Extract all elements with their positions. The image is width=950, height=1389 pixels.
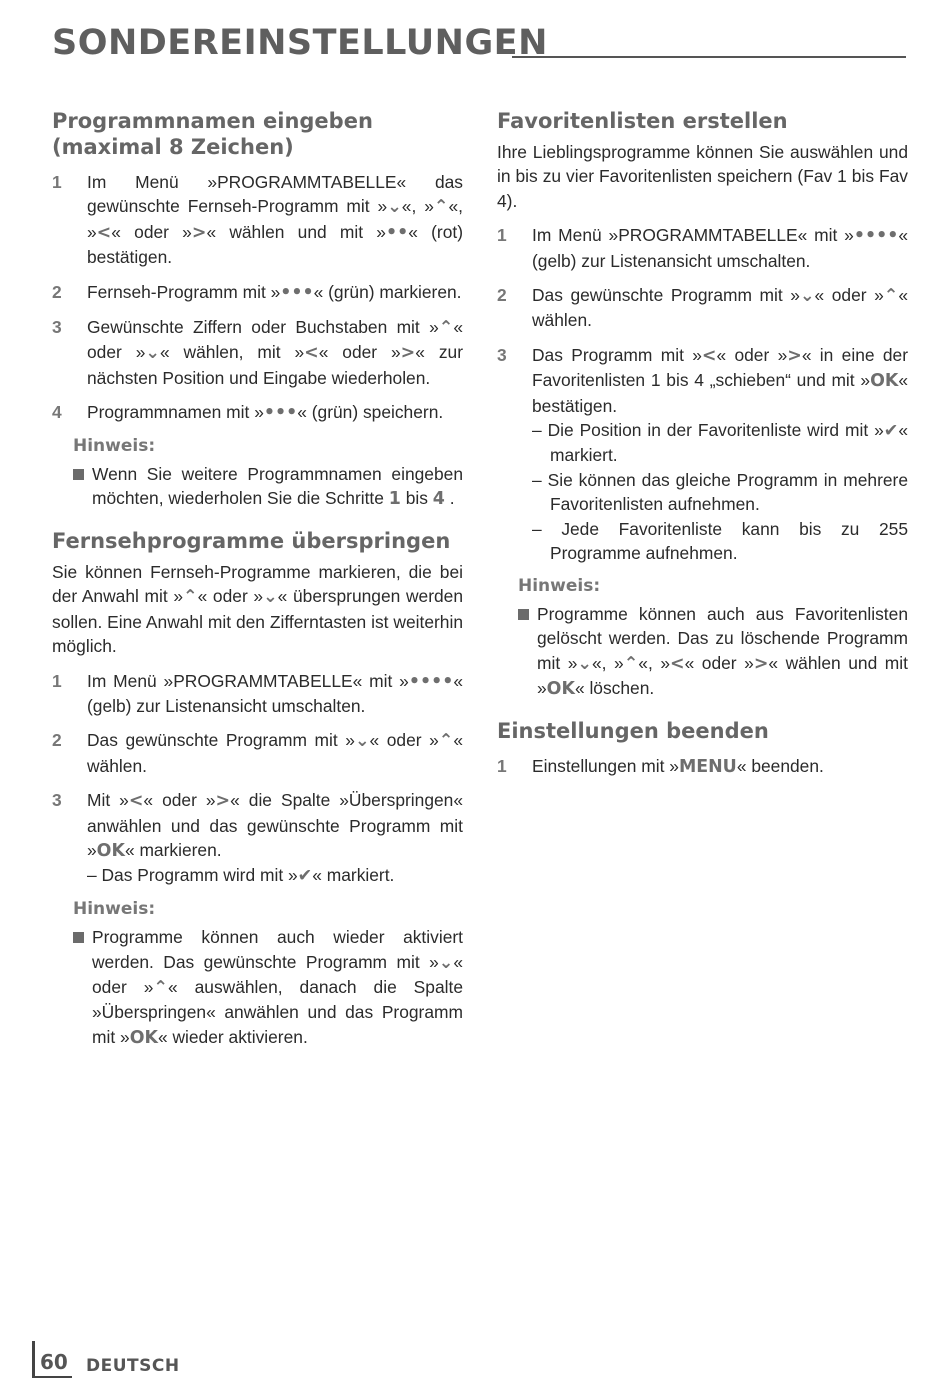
step-text: Im Menü »PROGRAMMTABELLE« das gewünschte Fernseh-Programm mit »⌄«, »⌃«, »<« oder »>« wählen und mit »••« (rot) bestätigen. — [87, 172, 463, 268]
step-text: Gewünschte Ziffern oder Buchstaben mit »⌃« oder »⌄« wählen, mit »<« oder »>« zur nächsten Position und Eingabe wiederholen. — [87, 317, 463, 388]
step-item — [52, 788, 463, 889]
step-item — [52, 669, 463, 719]
section-heading: Programmnamen eingeben (maximal 8 Zeichen) — [52, 109, 373, 159]
step-number: 2 — [497, 285, 507, 306]
note-text: Programme können auch wieder aktiviert werden. Das gewünschte Programm mit »⌄« oder »⌃« auswählen, danach die Spalte »Überspringen« anwählen und das Programm mit »OK« wieder aktivieren. — [92, 927, 463, 1048]
step-item — [52, 315, 463, 390]
square-bullet-icon — [518, 609, 529, 620]
step-list — [497, 754, 908, 779]
step-list — [497, 223, 908, 565]
step-item — [497, 223, 908, 273]
step-text: Das Programm mit »<« oder »>« in eine der Favoritenlisten 1 bis 4 „schieben“ und mit »OK« bestätigen. – Die Position in der Favoritenliste wird mit »✔« markiert. – Sie können das gleiche Programm in mehrere Favoritenlisten aufnehmen. – Jede Favoritenliste kann bis zu 255 Programme aufnehmen. — [532, 344, 908, 564]
step-number: 1 — [52, 670, 62, 691]
step-item — [497, 754, 908, 779]
note-item — [73, 925, 463, 1050]
step-number: 1 — [497, 225, 507, 246]
step-list — [52, 170, 463, 426]
note-item — [518, 602, 908, 702]
note — [518, 574, 908, 702]
step-number: 3 — [52, 317, 62, 338]
left-column — [52, 108, 463, 1050]
section-heading: Favoritenlisten erstellen — [497, 109, 788, 133]
section-heading: Einstellungen beenden — [497, 718, 769, 743]
step-item — [52, 170, 463, 270]
language-label: DEUTSCH — [86, 1356, 180, 1376]
step-item — [497, 283, 908, 333]
note-item — [73, 462, 463, 512]
title-rule — [512, 56, 906, 58]
section-intro: Sie können Fernseh-Programme markieren, die bei der Anwahl mit »⌃« oder »⌄« übersprungen werden sollen. Eine Anwahl mit den Zifferntasten ist weiterhin möglich. — [52, 561, 463, 657]
step-number: 1 — [52, 172, 62, 192]
section-skip-programs — [52, 528, 463, 1050]
right-column — [497, 108, 908, 779]
step-number: 3 — [52, 790, 62, 811]
step-text: Fernseh-Programm mit »•••« (grün) markieren. — [87, 281, 462, 303]
step-number: 2 — [52, 730, 62, 751]
step-text: Programmnamen mit »•••« (grün) speichern. — [87, 402, 444, 424]
note — [73, 434, 463, 512]
step-text: Im Menü »PROGRAMMTABELLE« mit »••••« (gelb) zur Listenansicht umschalten. — [87, 670, 463, 716]
step-text: Mit »<« oder »>« die Spalte »Überspringen« anwählen und das gewünschte Programm mit »OK« markieren. – Das Programm wird mit »✔« markiert. — [87, 790, 464, 887]
step-item — [52, 728, 463, 778]
section-program-names — [52, 108, 463, 512]
note — [73, 897, 463, 1050]
note-text: Wenn Sie weitere Programmnamen eingeben möchten, wiederholen Sie die Schritte 1 bis 4 . — [92, 464, 463, 510]
step-list — [52, 669, 463, 889]
step-item — [52, 400, 463, 425]
section-heading: Fernsehprogramme überspringen — [52, 528, 451, 553]
step-text: Das gewünschte Programm mit »⌄« oder »⌃« wählen. — [87, 730, 463, 776]
step-item — [497, 343, 908, 566]
note-title: Hinweis: — [518, 575, 601, 596]
section-finish — [497, 718, 908, 779]
step-number: 2 — [52, 281, 62, 302]
step-number: 3 — [497, 344, 507, 365]
step-number: 1 — [497, 755, 507, 776]
page-title: SONDEREINSTELLUNGEN — [52, 23, 548, 63]
square-bullet-icon — [73, 469, 84, 480]
footer-bar — [32, 1341, 35, 1377]
footer-rule — [32, 1376, 72, 1378]
step-text: Im Menü »PROGRAMMTABELLE« mit »••••« (gelb) zur Listenansicht umschalten. — [532, 225, 908, 271]
step-number: 4 — [52, 402, 62, 423]
square-bullet-icon — [73, 932, 84, 943]
section-intro: Ihre Lieblingsprogramme können Sie auswählen und in bis zu vier Favoritenlisten speichern (Fav 1 bis Fav 4). — [497, 142, 908, 211]
section-favorites — [497, 108, 908, 702]
step-item — [52, 280, 463, 305]
page-number: 60 — [40, 1350, 68, 1374]
note-text: Programme können auch aus Favoritenlisten gelöscht werden. Das zu löschende Programm mit »⌄«, »⌃«, »<« oder »>« wählen und mit »OK« löschen. — [537, 603, 908, 700]
note-title: Hinweis: — [73, 435, 156, 456]
note-title: Hinweis: — [73, 898, 156, 919]
step-text: Einstellungen mit »MENU« beenden. — [532, 755, 824, 777]
step-text: Das gewünschte Programm mit »⌄« oder »⌃« wählen. — [532, 285, 908, 331]
